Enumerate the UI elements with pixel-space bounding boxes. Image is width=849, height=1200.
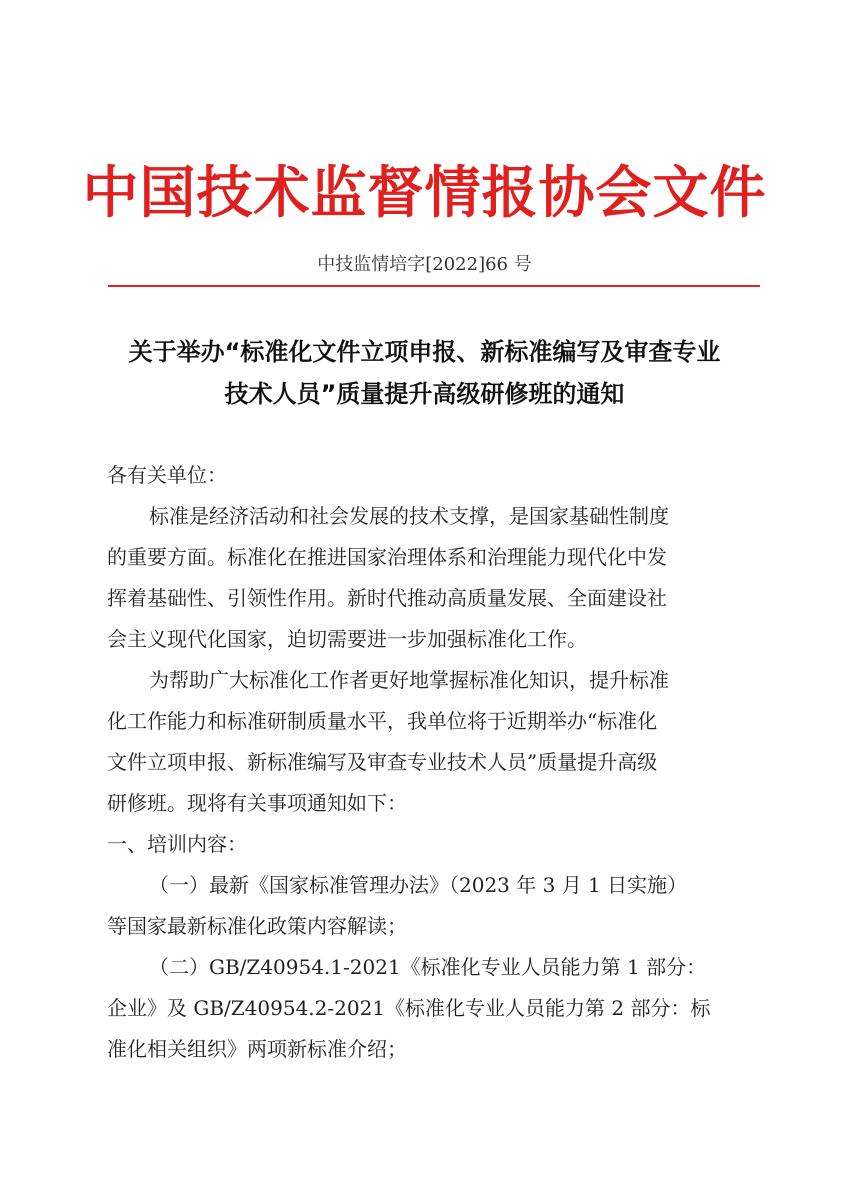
paragraph-line: 化工作能力和标准研制质量水平，我单位将于近期举办“标准化 bbox=[107, 709, 658, 733]
paragraph-line: 研修班。现将有关事项通知如下： bbox=[107, 791, 407, 815]
masthead-title: 中国技术监督情报协会文件 bbox=[82, 161, 767, 226]
salutation: 各有关单位： bbox=[107, 463, 227, 487]
document-number: 中技监情培字[2022]66 号 bbox=[317, 254, 532, 275]
paragraph-line: 标准是经济活动和社会发展的技术支撑，是国家基础性制度 bbox=[149, 504, 669, 528]
section-heading: 一、培训内容： bbox=[107, 832, 247, 856]
list-item-line: （二）GB/Z40954.1-2021《标准化专业人员能力第 1 部分： bbox=[149, 955, 707, 979]
paragraph-line: 为帮助广大标准化工作者更好地掌握标准化知识，提升标准 bbox=[149, 668, 669, 692]
paragraph-line: 会主义现代化国家，迫切需要进一步加强标准化工作。 bbox=[107, 627, 587, 651]
paragraph-line: 挥着基础性、引领性作用。新时代推动高质量发展、全面建设社 bbox=[107, 586, 667, 610]
list-item-line: （一）最新《国家标准管理办法》（2023 年 3 月 1 日实施） bbox=[149, 873, 688, 897]
notice-title bbox=[100, 331, 749, 415]
document-body bbox=[107, 455, 749, 1070]
list-item-line: 准化相关组织》两项新标准介绍； bbox=[107, 1037, 407, 1061]
paragraph-line: 文件立项申报、新标准编写及审查专业技术人员”质量提升高级 bbox=[107, 750, 658, 774]
paragraph-line: 的重要方面。标准化在推进国家治理体系和治理能力现代化中发 bbox=[107, 545, 667, 569]
notice-title-line: 关于举办“标准化文件立项申报、新标准编写及审查专业 bbox=[128, 338, 721, 366]
list-item-line: 企业》及 GB/Z40954.2-2021《标准化专业人员能力第 2 部分：标 bbox=[107, 996, 711, 1020]
red-divider-line bbox=[108, 285, 760, 287]
notice-title-line: 技术人员”质量提升高级研修班的通知 bbox=[224, 380, 625, 408]
list-item-line: 等国家最新标准化政策内容解读； bbox=[107, 914, 407, 938]
